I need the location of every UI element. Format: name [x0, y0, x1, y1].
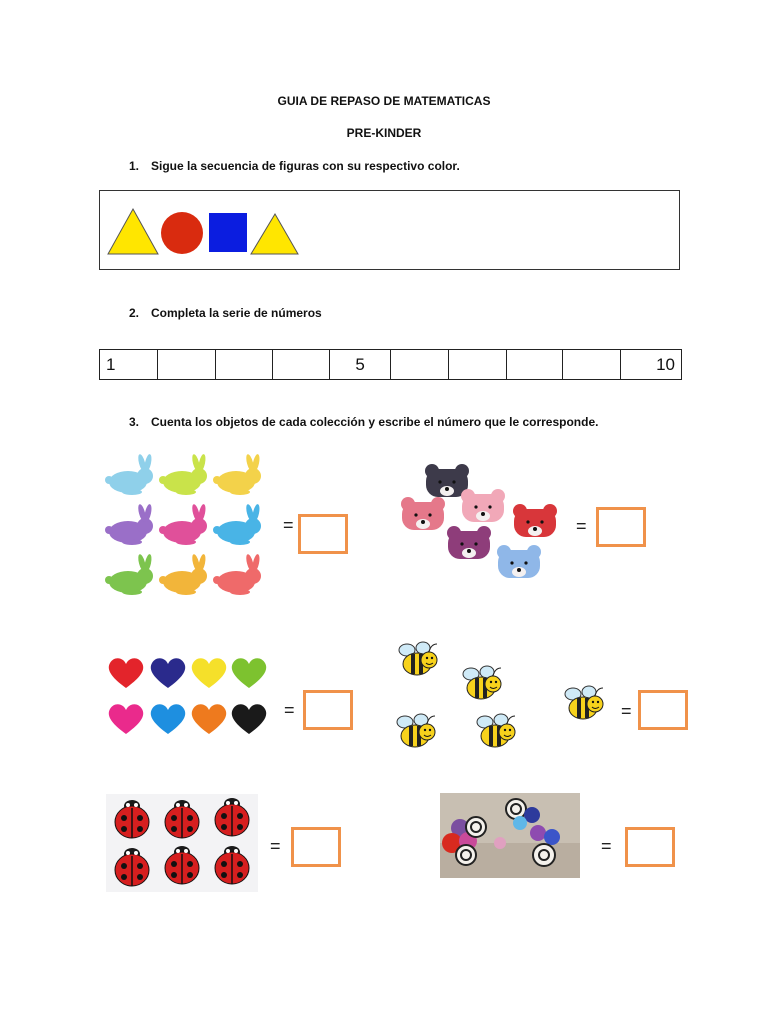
series-cell-blank[interactable] — [390, 350, 448, 380]
equals-sign: = — [601, 836, 612, 856]
answer-box-rabbits[interactable] — [298, 514, 348, 554]
answer-box-ladybugs[interactable] — [291, 827, 341, 867]
rabbit-icon — [105, 504, 153, 545]
answer-box-bees[interactable] — [638, 690, 688, 730]
yellow-triangle — [108, 209, 158, 254]
series-cell: 10 — [621, 350, 682, 380]
answer-box-hearts[interactable] — [303, 690, 353, 730]
series-cell-blank[interactable] — [448, 350, 506, 380]
rabbit-icon — [159, 504, 207, 545]
equals-sign: = — [284, 700, 295, 720]
question-number: 3. — [129, 415, 140, 429]
series-cell-blank[interactable] — [563, 350, 621, 380]
shape-sequence-box — [99, 190, 680, 270]
question-number: 1. — [129, 159, 140, 173]
heart-icon — [232, 658, 266, 688]
question-text: Completa la serie de números — [151, 306, 322, 320]
question-2 — [129, 306, 322, 320]
bears-collection — [398, 460, 558, 590]
heart-icon — [151, 658, 185, 688]
bee-icon — [463, 666, 501, 699]
equals-sign: = — [621, 701, 632, 721]
question-1 — [129, 159, 460, 173]
bear-icon — [497, 545, 541, 578]
hearts-collection — [104, 652, 274, 742]
bear-icon — [513, 504, 557, 537]
answer-box-flowers[interactable] — [625, 827, 675, 867]
bear-icon — [461, 489, 505, 522]
bear-icon — [401, 497, 445, 530]
ladybugs-collection — [106, 794, 258, 892]
heart-icon — [232, 704, 266, 734]
red-circle — [161, 212, 203, 254]
bear-icon — [447, 526, 491, 559]
equals-sign: = — [270, 836, 281, 856]
number-series-table — [99, 349, 682, 380]
felt-flowers-photo — [440, 793, 580, 878]
page-title: GUIA DE REPASO DE MATEMATICAS — [277, 94, 491, 108]
question-3 — [129, 415, 598, 429]
rabbit-icon — [105, 554, 153, 595]
bee-icon — [477, 714, 515, 747]
yellow-triangle — [251, 214, 298, 254]
series-cell: 5 — [330, 350, 391, 380]
bee-icon — [397, 714, 435, 747]
equals-sign: = — [576, 516, 587, 536]
equals-sign: = — [283, 515, 294, 535]
rabbit-icon — [213, 504, 261, 545]
heart-icon — [151, 704, 185, 734]
series-cell-blank[interactable] — [273, 350, 330, 380]
series-cell-blank[interactable] — [215, 350, 273, 380]
rabbits-collection — [100, 458, 262, 598]
rabbit-icon — [159, 554, 207, 595]
rabbit-icon — [159, 454, 207, 495]
question-text: Cuenta los objetos de cada colección y escribe el número que le corresponde. — [151, 415, 599, 429]
rabbit-icon — [213, 454, 261, 495]
question-number: 2. — [129, 306, 140, 320]
heart-icon — [109, 658, 143, 688]
heart-icon — [109, 704, 143, 734]
page-subtitle: PRE-KINDER — [346, 126, 422, 140]
bee-icon — [399, 642, 437, 675]
rabbit-icon — [105, 454, 153, 495]
shape-sequence — [100, 191, 681, 271]
bees-collection — [393, 636, 523, 758]
heart-icon — [192, 704, 226, 734]
series-cell-blank[interactable] — [506, 350, 563, 380]
series-cell: 1 — [100, 350, 158, 380]
rabbit-icon — [213, 554, 261, 595]
question-text: Sigue la secuencia de figuras con su respectivo color. — [151, 159, 460, 173]
blue-square — [209, 213, 247, 252]
heart-icon — [192, 658, 226, 688]
bee-icon — [563, 684, 607, 728]
series-cell-blank[interactable] — [157, 350, 215, 380]
answer-box-bears[interactable] — [596, 507, 646, 547]
